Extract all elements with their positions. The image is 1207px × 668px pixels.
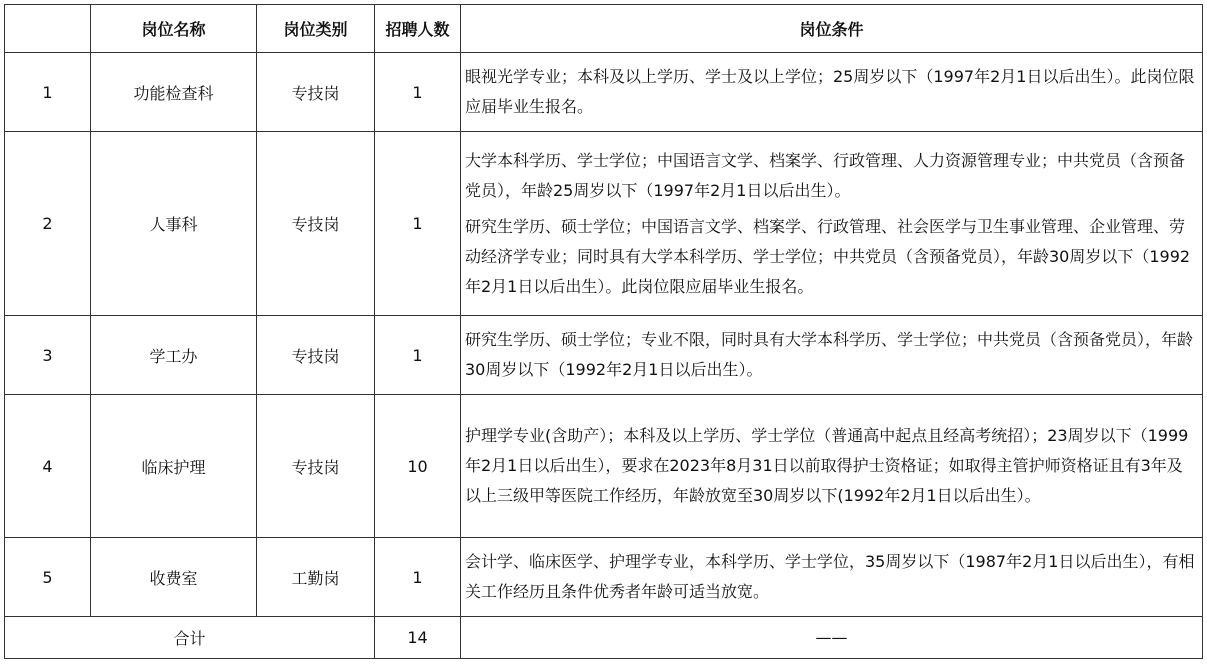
total-row [5,617,1203,659]
position-category: 专技岗 [257,53,375,132]
position-name: 学工办 [91,316,257,395]
position-conditions [461,395,1203,538]
header-position-name: 岗位名称 [91,5,257,53]
position-category: 专技岗 [257,395,375,538]
row-index: 4 [5,395,91,538]
table-row [5,395,1203,538]
recruitment-table [4,4,1203,659]
table-row [5,53,1203,132]
hiring-count: 10 [375,395,461,538]
condition-text: 会计学、临床医学、护理学专业，本科学历、学士学位，35周岁以下（1987年2月1日以后出生），有相关工作经历且条件优秀者年龄可适当放宽。 [465,552,1195,601]
table-row [5,316,1203,395]
header-row [5,5,1203,53]
condition-text: 护理学专业(含助产）；本科及以上学历、学士学位（普通高中起点且经高考统招）；23周岁以下（1999年2月1日以后出生），要求在2023年8月31日以前取得护士资格证；如取得主管护师资格证且有3年及以上三级甲等医院工作经历，年龄放宽至30周岁以下(1992年2月1日以后出生）。 [465,426,1189,505]
total-conditions: —— [461,617,1203,659]
position-name: 功能检查科 [91,53,257,132]
position-category: 专技岗 [257,132,375,316]
row-index: 2 [5,132,91,316]
hiring-count: 1 [375,53,461,132]
condition-text: 大学本科学历、学士学位；中国语言文学、档案学、行政管理、人力资源管理专业；中共党员（含预备党员），年龄25周岁以下（1997年2月1日以后出生）。 [465,150,1186,200]
condition-text: 研究生学历、硕士学位；专业不限，同时具有大学本科学历、学士学位；中共党员（含预备党员），年龄30周岁以下（1992年2月1日以后出生）。 [465,330,1194,379]
header-hiring-count: 招聘人数 [375,5,461,53]
hiring-count: 1 [375,132,461,316]
row-index: 1 [5,53,91,132]
hiring-count: 1 [375,538,461,617]
position-conditions [461,316,1203,395]
condition-text: 眼视光学专业；本科及以上学历、学士及以上学位；25周岁以下（1997年2月1日以后出生）。此岗位限应届毕业生报名。 [465,67,1195,116]
position-conditions [461,538,1203,617]
header-index [5,5,91,53]
condition-text: 研究生学历、硕士学位；中国语言文学、档案学、行政管理、社会医学与卫生事业管理、企业管理、劳动经济学专业；同时具有大学本科学历、学士学位；中共党员（含预备党员），年龄30周岁以下（1992年2月1日以后出生）。此岗位限应届毕业生报名。 [465,216,1191,296]
total-count: 14 [375,617,461,659]
header-position-category: 岗位类别 [257,5,375,53]
header-conditions: 岗位条件 [461,5,1203,53]
position-category: 专技岗 [257,316,375,395]
position-conditions [461,132,1203,316]
position-conditions [461,53,1203,132]
table-row [5,538,1203,617]
position-name: 临床护理 [91,395,257,538]
table-row [5,132,1203,316]
hiring-count: 1 [375,316,461,395]
position-category: 工勤岗 [257,538,375,617]
total-label: 合计 [5,617,375,659]
row-index: 3 [5,316,91,395]
row-index: 5 [5,538,91,617]
position-name: 收费室 [91,538,257,617]
position-name: 人事科 [91,132,257,316]
